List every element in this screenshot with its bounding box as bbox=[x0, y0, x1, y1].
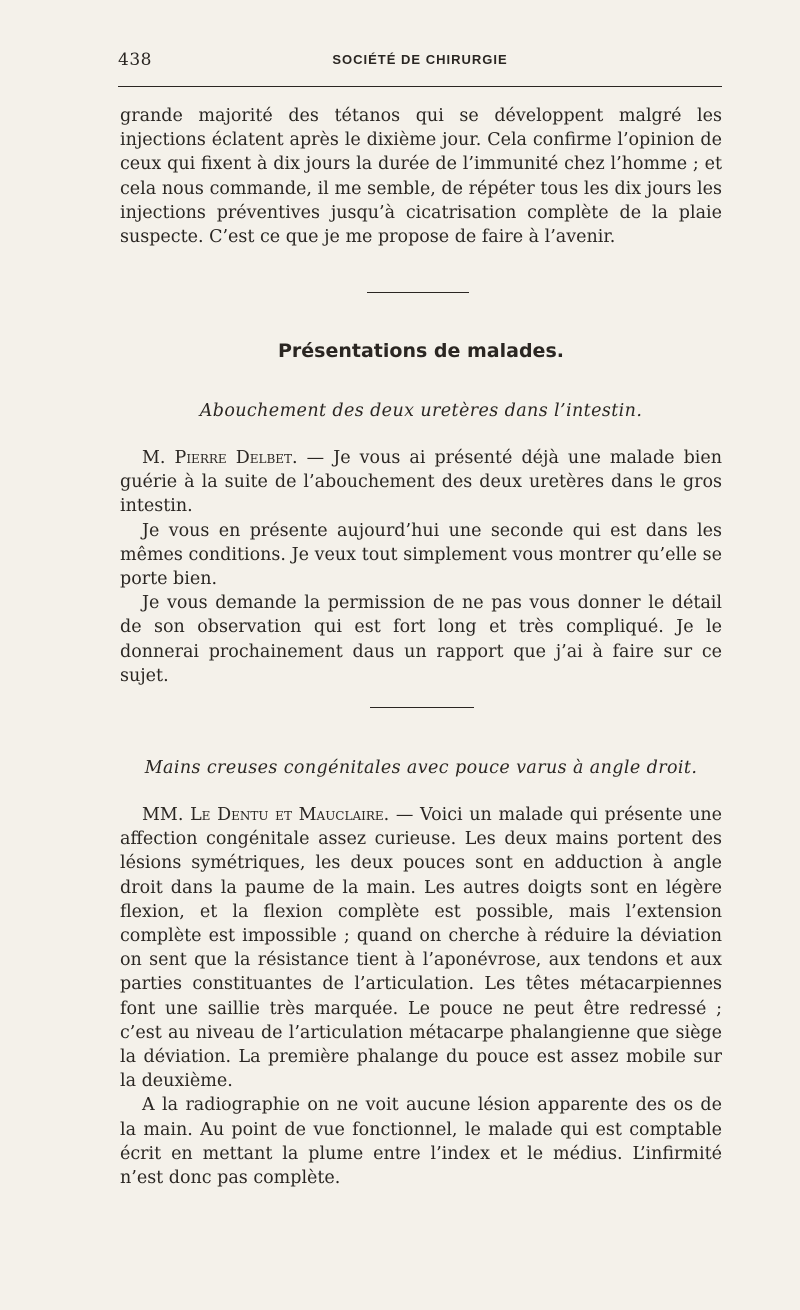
page-header bbox=[118, 50, 722, 72]
running-title: SOCIÉTÉ DE CHIRURGIE bbox=[332, 52, 508, 67]
case2-paragraph-1-text: — Voici un malade qui présente une affection congénitale assez curieuse. Les deux mains portent des lésions symétriques, les deux pouces sont en adduction à angle droit dans la paume de la main. Les autres doigts sont en légère flexion, et la flexion complète est possible, mais l’extension complète est impossible ; quand on cherche à réduire la déviation on sent que la résistance tient à l’aponévrose, aux tendons et aux parties constituantes de l’articulation. Les têtes métacarpiennes font une saillie très marquée. Le pouce ne peut être redressé ; c’est au niveau de l’articulation métacarpe phalangienne que siège la déviation. La première phalange du pouce est assez mobile sur la deuxième. bbox=[120, 805, 722, 1092]
section-title: Présentations de malades. bbox=[278, 340, 564, 362]
case2-speaker: MM. Le Dentu et Mauclaire. bbox=[142, 805, 390, 825]
case1-subtitle: Abouchement des deux uretères dans l’intestin. bbox=[199, 401, 643, 421]
page-number: 438 bbox=[118, 50, 152, 70]
case1-body bbox=[120, 446, 722, 688]
case1-speaker: M. Pierre Delbet. bbox=[142, 448, 298, 468]
case1-paragraph-1 bbox=[120, 446, 722, 519]
case1-paragraph-1-text: — Je vous ai présenté déjà une malade bien guérie à la suite de l’abouchement des deux uretères dans le gros intestin. bbox=[120, 448, 722, 517]
case2-subtitle: Mains creuses congénitales avec pouce varus à angle droit. bbox=[144, 758, 698, 778]
intro-paragraph-block bbox=[120, 104, 722, 249]
case-divider bbox=[370, 707, 474, 708]
intro-paragraph: grande majorité des tétanos qui se développent malgré les injections éclatent après le dixième jour. Cela confirme l’opinion de ceux qui fixent à dix jours la durée de l’immunité chez l’homme ; et cela nous commande, il me semble, de répéter tous les dix jours les injections préventives jusqu’à cicatrisation complète de la plaie suspecte. C’est ce que je me propose de faire à l’avenir. bbox=[120, 106, 722, 248]
header-rule bbox=[118, 86, 722, 87]
case2-paragraph-1 bbox=[120, 803, 722, 1093]
case1-paragraph-3: Je vous demande la permission de ne pas vous donner le détail de son observation qui est fort long et très compliqué. Je le donnerai prochainement daus un rapport que j’ai à faire sur ce sujet. bbox=[120, 593, 722, 686]
section-divider bbox=[367, 292, 469, 293]
case2-paragraph-2: A la radiographie on ne voit aucune lésion apparente des os de la main. Au point de vue fonctionnel, le malade qui est comptable écrit en mettant la plume entre l’index et le médius. L’infirmité n’est donc pas complète. bbox=[120, 1095, 722, 1189]
case1-paragraph-2: Je vous en présente aujourd’hui une seconde qui est dans les mêmes conditions. Je veux tout simplement vous montrer qu’elle se porte bien. bbox=[120, 520, 722, 590]
case2-body bbox=[120, 803, 722, 1190]
